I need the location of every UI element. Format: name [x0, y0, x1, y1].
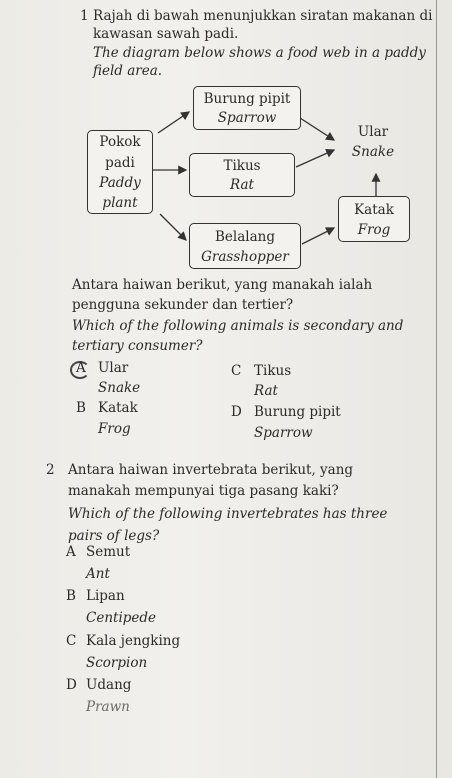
- grasshopper-en-label: Grasshopper: [201, 249, 289, 265]
- arrow-sparrow-to-snake: [300, 118, 334, 140]
- q1-option-a-letter[interactable]: A: [76, 360, 86, 376]
- frog-en-label: Frog: [357, 222, 391, 238]
- q2-option-a-ms: Semut: [86, 544, 131, 560]
- q1-intro-ms-line2: kawasan sawah padi.: [93, 26, 239, 42]
- q2-ms-line1: Antara haiwan invertebrata berikut, yang: [68, 462, 354, 478]
- rat-ms-label: Tikus: [223, 158, 261, 174]
- q1-question-en-line1: Which of the following animals is secondary and: [72, 318, 404, 334]
- q1-option-d-en: Sparrow: [254, 425, 313, 441]
- q1-option-d-letter[interactable]: D: [231, 404, 242, 420]
- paddy-en-label-1: Paddy: [99, 175, 141, 191]
- q2-option-d-en: Prawn: [86, 699, 130, 715]
- q1-intro-en-line2: field area.: [93, 63, 163, 79]
- q2-option-d-letter[interactable]: D: [66, 677, 77, 693]
- question-1-number: 1: [80, 8, 89, 24]
- arrow-grasshopper-to-frog: [302, 228, 334, 244]
- q2-option-c-en: Scorpion: [86, 655, 148, 671]
- paddy-en-label-2: plant: [102, 195, 138, 211]
- q2-option-c-ms: Kala jengking: [86, 633, 181, 649]
- q1-option-c-ms: Tikus: [254, 363, 292, 379]
- grasshopper-ms-label: Belalang: [215, 229, 275, 245]
- sparrow-en-label: Sparrow: [217, 110, 277, 126]
- frog-ms-label: Katak: [354, 202, 394, 218]
- q2-ms-line2: manakah mempunyai tiga pasang kaki?: [68, 483, 339, 499]
- q1-option-c-en: Rat: [254, 383, 278, 399]
- q2-option-d-ms: Udang: [86, 677, 132, 693]
- q1-option-a-en: Snake: [98, 380, 141, 396]
- q2-option-c-letter[interactable]: C: [66, 633, 77, 649]
- q1-intro-en-line1: The diagram below shows a food web in a paddy: [93, 45, 426, 61]
- q1-question-ms-line2: pengguna sekunder dan tertier?: [72, 297, 294, 313]
- q1-option-a-ms: Ular: [98, 360, 129, 376]
- q2-option-a-en: Ant: [86, 566, 110, 582]
- q2-option-a-letter[interactable]: A: [66, 544, 76, 560]
- q2-option-b-ms: Lipan: [86, 588, 125, 604]
- arrow-paddy-to-grasshopper: [160, 214, 186, 240]
- arrow-rat-to-snake: [296, 150, 334, 167]
- q1-option-c-letter[interactable]: C: [231, 363, 242, 379]
- paddy-ms-label-1: Pokok: [99, 134, 141, 150]
- q1-option-b-letter[interactable]: B: [76, 400, 86, 416]
- snake-en-label: Snake: [351, 144, 395, 160]
- snake-ms-label: Ular: [357, 124, 389, 140]
- question-2-number: 2: [46, 462, 55, 478]
- sparrow-ms-label: Burung pipit: [203, 91, 291, 107]
- q2-en-line1: Which of the following invertebrates has three: [68, 506, 388, 522]
- q2-option-b-en: Centipede: [86, 610, 157, 626]
- q1-question-ms-line1: Antara haiwan berikut, yang manakah ialah: [72, 277, 373, 293]
- q2-en-line2: pairs of legs?: [68, 528, 160, 544]
- paddy-ms-label-2: padi: [105, 155, 135, 171]
- q1-intro-ms-line1: Rajah di bawah menunjukkan siratan makanan di: [93, 8, 433, 24]
- q1-option-b-ms: Katak: [98, 400, 138, 416]
- arrow-paddy-to-sparrow: [158, 112, 189, 133]
- q2-option-b-letter[interactable]: B: [66, 588, 76, 604]
- q1-question-en-line2: tertiary consumer?: [72, 338, 203, 354]
- q1-option-b-en: Frog: [98, 421, 131, 437]
- q1-option-d-ms: Burung pipit: [254, 404, 341, 420]
- rat-en-label: Rat: [230, 177, 254, 193]
